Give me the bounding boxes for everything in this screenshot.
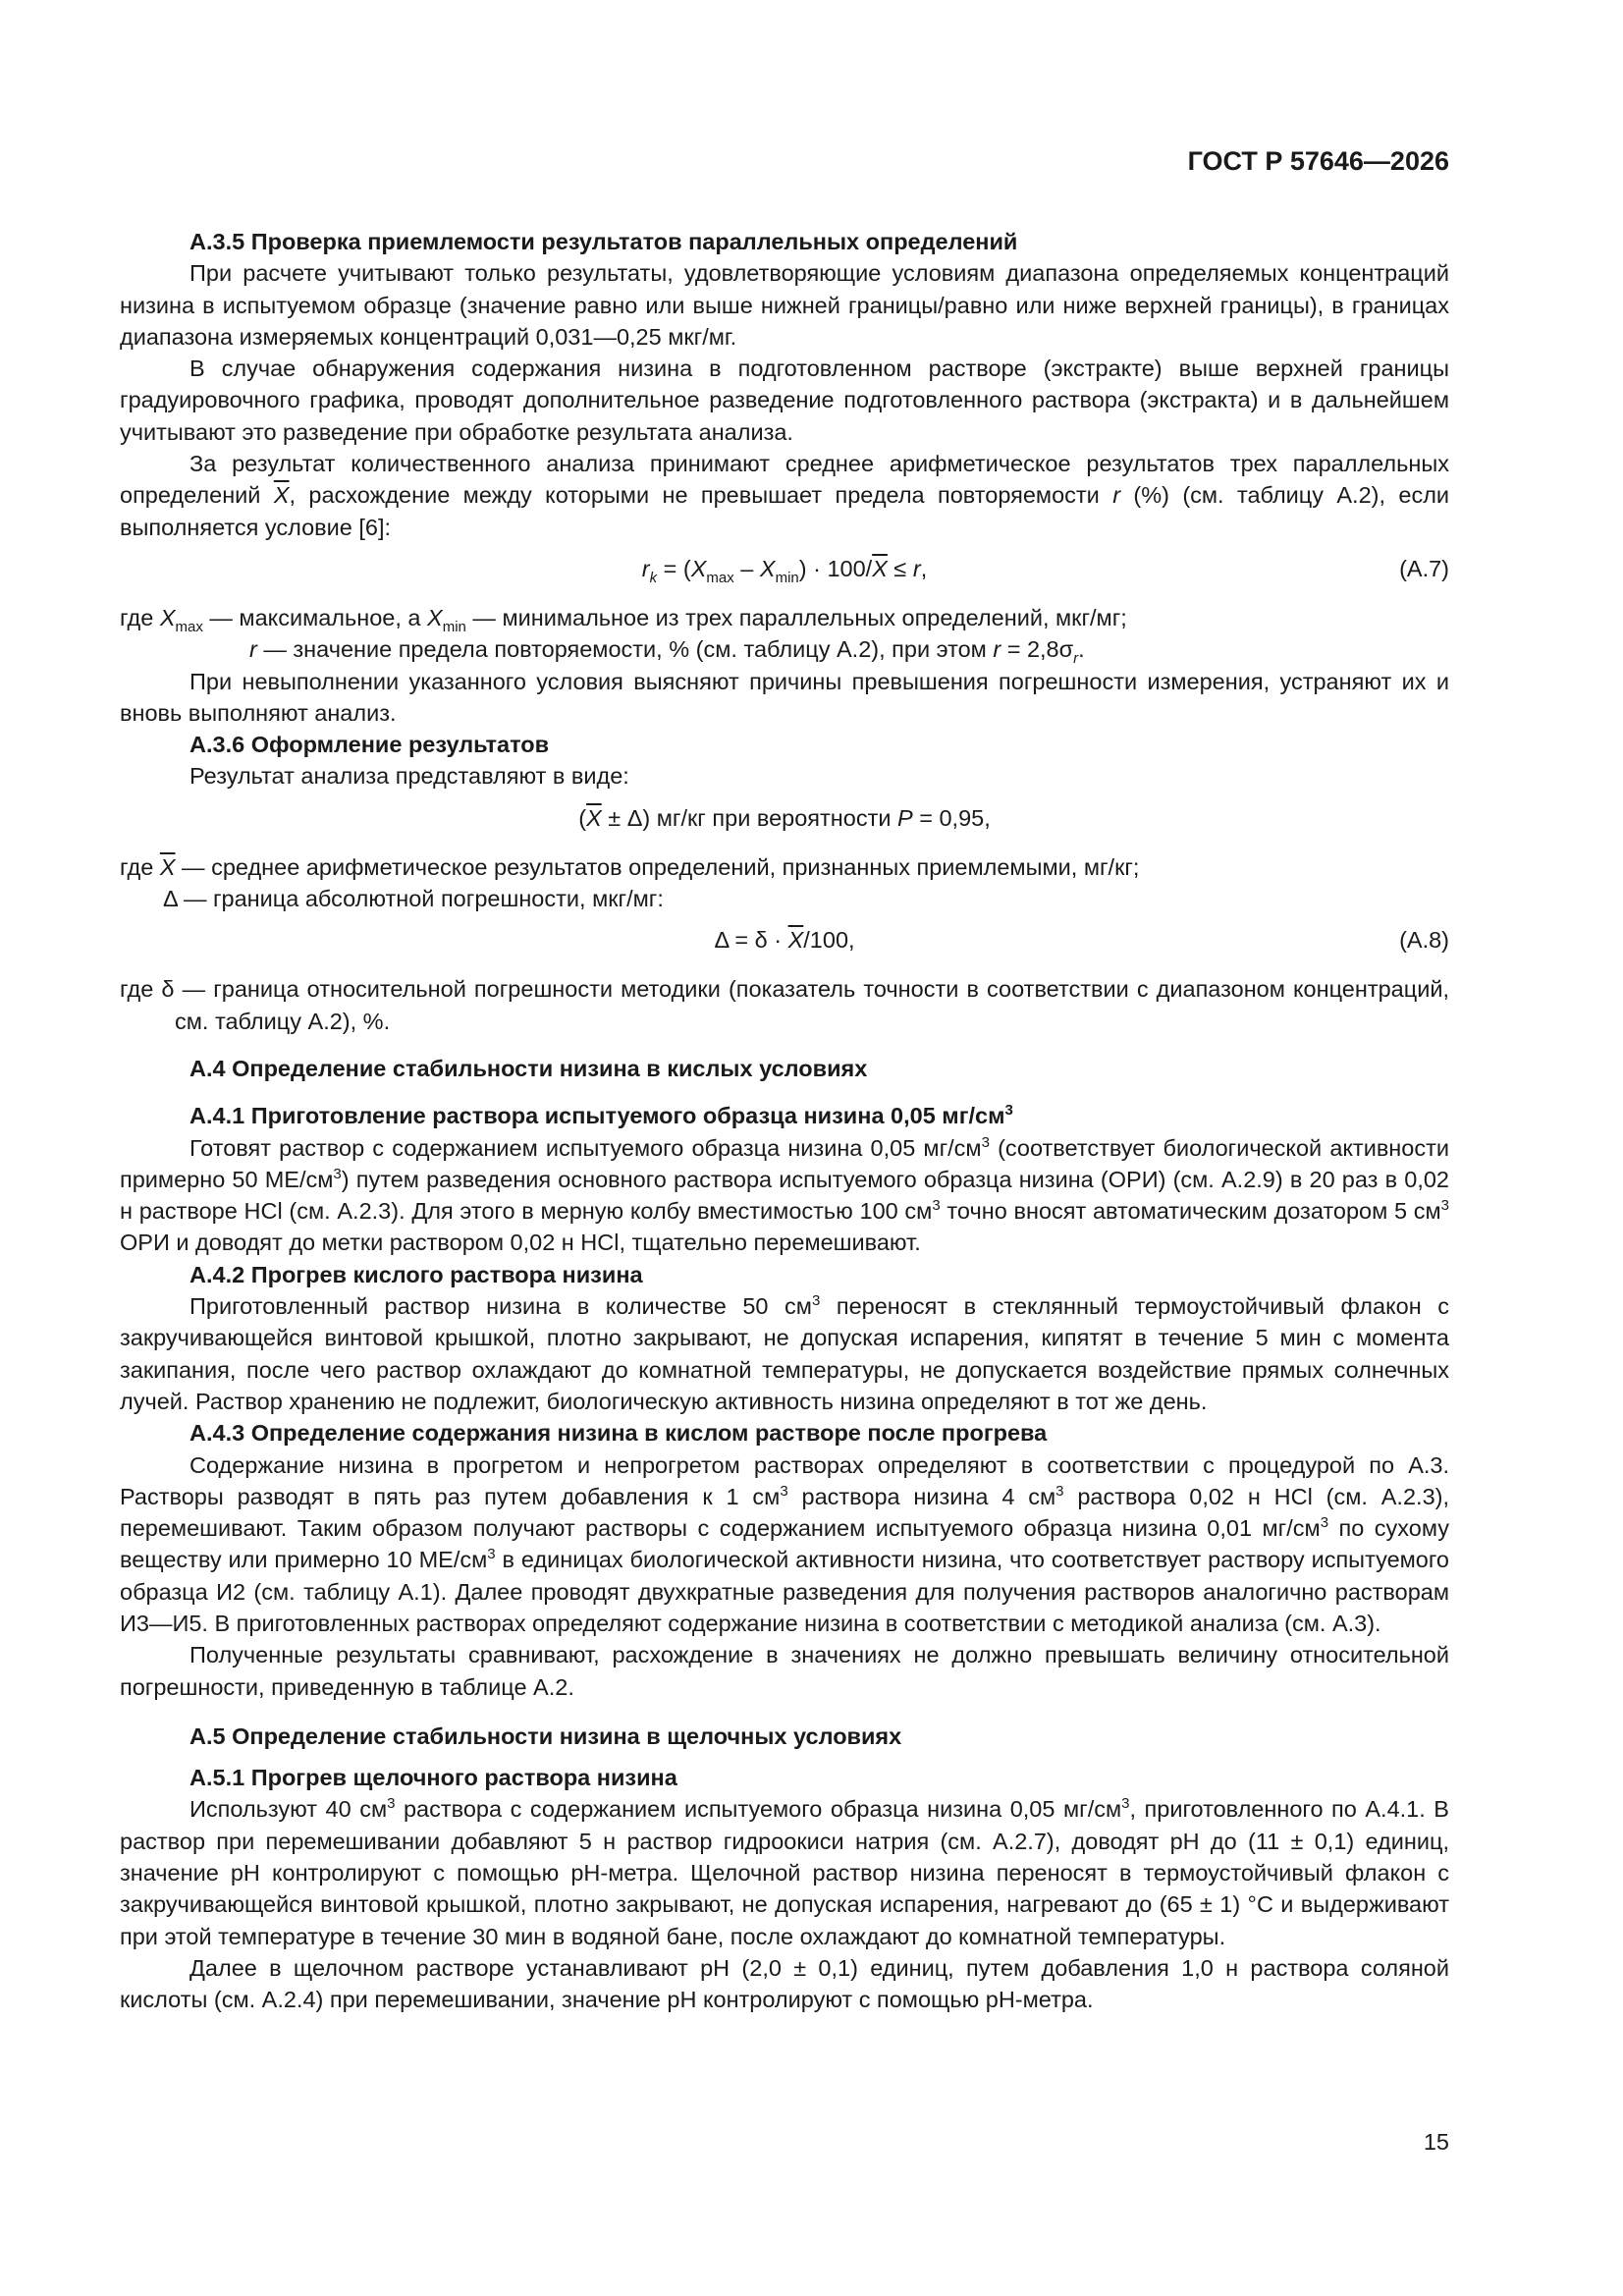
formula-legend: Δ — граница абсолютной погрешности, мкг/мг:	[163, 886, 664, 912]
formula-a7	[120, 553, 1449, 584]
paragraph: Используют 40 $см^3$ раствора с содержанием испытуемого образца низина 0,05 $мг/см^3$, приготовленного по А.4.1. В раствор при перемешивании добавляют 5 н раствор гидроокиси натрия (см. А.2.7), доводят pH до (11 ± 0,1) единиц, значение pH контролируют с помощью pH-метра. Щелочной раствор низина переносят в термоустойчивый флакон с закручивающейся винтовой крышкой, плотно закрывают, не допуская испарения, нагревают до (65 ± 1) °С и выдерживают при этой температуре в течение 30 мин в водяной бане, после охлаждают до комнатной температуры.	[120, 1795, 1449, 1949]
document-body	[120, 226, 1449, 2016]
paragraph: Далее в щелочном растворе устанавливают pH (2,0 ± 0,1) единиц, путем добавления 1,0 н раствора соляной кислоты (см. А.2.4) при перемешивании, значение pH контролируют с помощью pH-метра.	[120, 1954, 1449, 2013]
section-heading-a35: А.3.5 Проверка приемлемости результатов параллельных определений	[189, 229, 1018, 254]
paragraph: Содержание низина в прогретом и непрогретом растворах определяют в соответствии с процедурой по А.3. Растворы разводят в пять раз путем добавления к 1 $см^3$ раствора низина 4 $см^3$ раствора 0,02 н HCl (см. А.2.3), перемешивают. Таким образом получают растворы с содержанием испытуемого образца низина 0,01 $мг/см^3$ по сухому веществу или примерно 10 $МЕ/см^3$ в единицах биологической активности низина, что соответствует раствору испытуемого образца И2 (см. таблицу А.1). Далее проводят двухкратные разведения для получения растворов аналогично растворам И3—И5. В приготовленных растворах определяют содержание низина в соответствии с методикой анализа (см. А.3).	[120, 1451, 1450, 1636]
document-number: ГОСТ Р 57646—2026	[1187, 146, 1449, 176]
paragraph: Приготовленный раствор низина в количестве 50 $см^3$ переносят в стеклянный термоустойчивый флакон с закручивающейся винтовой крышкой, плотно закрывают, не допуская испарения, кипятят в течение 5 мин с момента закипания, после чего раствор охлаждают до комнатной температуры, не допускается воздействие прямых солнечных лучей. Раствор хранению не подлежит, биологическую активность низина определяют в тот же день.	[120, 1292, 1449, 1414]
section-heading-a36: А.3.6 Оформление результатов	[189, 732, 550, 758]
paragraph: Результат анализа представляют в виде:	[189, 763, 629, 790]
page-number: 15	[1423, 2129, 1449, 2155]
formula-expression: $\Delta = \delta \cdot \overline{X}/100$,	[714, 927, 855, 954]
section-heading-a43: А.4.3 Определение содержания низина в кислом растворе после прогрева	[189, 1420, 1048, 1447]
section-heading-a4: А.4 Определение стабильности низина в кислых условиях	[189, 1055, 868, 1081]
formula-legend: где δ — граница относительной погрешности методики (показатель точности в соответствии с диапазоном концентраций, см. таблицу А.2), %.	[120, 976, 1449, 1034]
paragraph: Полученные результаты сравнивают, расхождение в значениях не должно превышать величину относительной погрешности, приведенную в таблице А.2.	[120, 1642, 1449, 1700]
formula-a8	[120, 924, 1449, 956]
section-heading-a5: А.5 Определение стабильности низина в щелочных условиях	[189, 1722, 902, 1749]
formula-legend: где $\overline{X}$ — среднее арифметическое результатов определений, признанных приемлемыми, мг/кг;	[120, 853, 1140, 880]
section-heading-a42: А.4.2 Прогрев кислого раствора низина	[189, 1261, 643, 1287]
paragraph: При расчете учитывают только результаты, удовлетворяющие условиям диапазона определяемых концентраций низина в испытуемом образце (значение равно или выше нижней границы/равно или ниже верхней границы), в границах диапазона измеряемых концентраций 0,031—0,25 мкг/мг.	[120, 260, 1449, 350]
paragraph: За результат количественного анализа принимают среднее арифметическое результатов трех параллельных определений $\overline{X}$, расхождение между которыми не превышает предела повторяемости r (%) (см. таблицу А.2), если выполняется условие [6]:	[120, 451, 1450, 540]
formula-expression: $(\overline{X} \pm \Delta)$ мг/кг при вероятности P = 0,95,	[578, 804, 991, 831]
paragraph: В случае обнаружения содержания низина в подготовленном растворе (экстракте) выше верхней границы градуировочного графика, проводят дополнительное разведение подготовленного раствора (экстракта) и в дальнейшем учитывают это разведение при обработке результата анализа.	[120, 355, 1449, 445]
formula-legend: r — значение предела повторяемости, % (см. таблицу А.2), при этом $r = 2,8\sigma_r$.	[249, 636, 1085, 668]
formula-legend: где $X_{max}$ — максимальное, а $X_{min}$ — минимальное из трех параллельных определений, мкг/мг;	[120, 604, 1127, 635]
formula-number: (А.7)	[1399, 555, 1449, 581]
paragraph: При невыполнении указанного условия выясняют причины превышения погрешности измерения, устраняют их и вновь выполняют анализ.	[120, 668, 1449, 726]
section-heading-a41: А.4.1 Приготовление раствора испытуемого образца низина 0,05 $мг/см^3$	[189, 1102, 1013, 1129]
formula-number: (А.8)	[1399, 927, 1449, 954]
formula-result	[120, 802, 1449, 834]
formula-expression: $r_k = (X_{max} - X_{min}) \cdot 100/\overline{X} \le r$,	[641, 555, 928, 586]
section-heading-a51: А.5.1 Прогрев щелочного раствора низина	[189, 1765, 677, 1791]
paragraph: Готовят раствор с содержанием испытуемого образца низина 0,05 $мг/см^3$ (соответствует биологической активности примерно 50 $МЕ/см^3$) путем разведения основного раствора испытуемого образца низина (ОРИ) (см. А.2.9) в 20 раз в 0,02 н растворе HCl (см. А.2.3). Для этого в мерную колбу вместимостью 100 $см^3$ точно вносят автоматическим дозатором 5 $см^3$ ОРИ и доводят до метки раствором 0,02 н HCl, тщательно перемешивают.	[120, 1133, 1450, 1256]
